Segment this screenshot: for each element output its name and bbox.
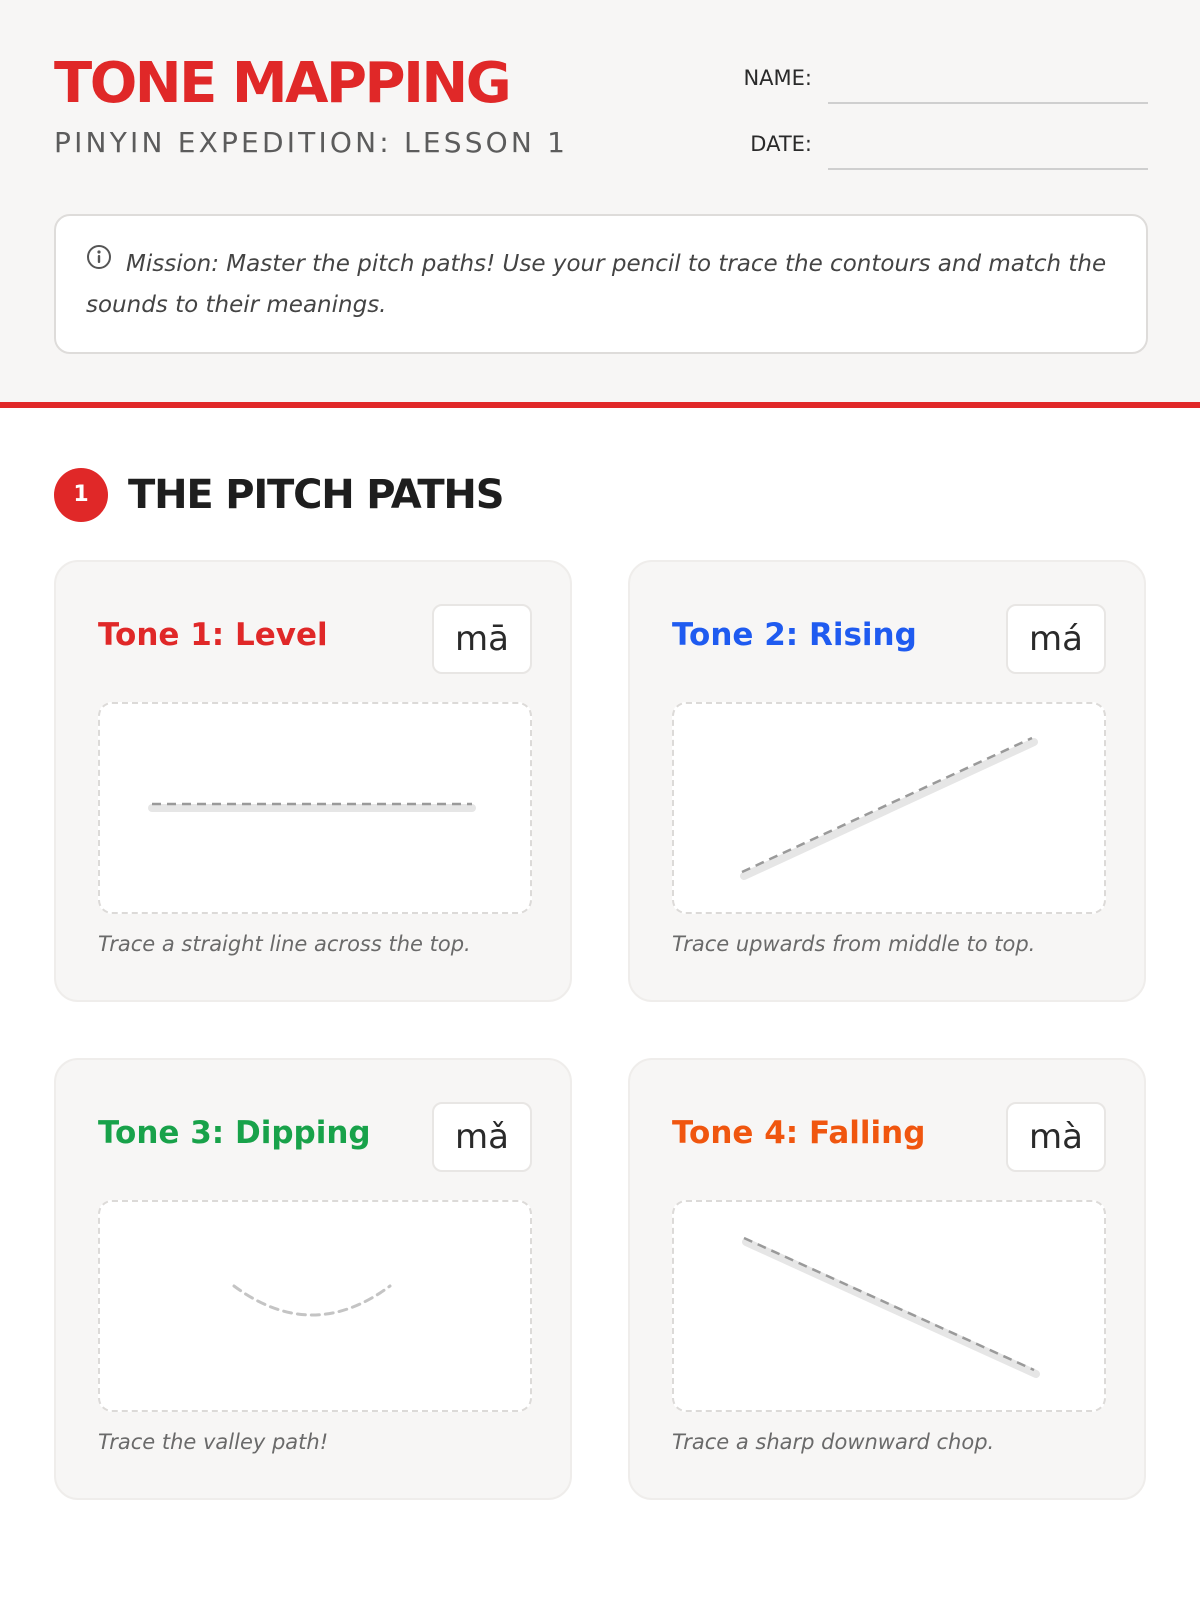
info-icon (86, 243, 112, 283)
falling-tone-path (674, 1202, 1104, 1410)
trace-area[interactable] (672, 702, 1106, 914)
date-line (828, 168, 1148, 170)
page-subtitle: PINYIN EXPEDITION: LESSON 1 (54, 126, 569, 159)
mission-text: Mission: Master the pitch paths! Use your pencil to trace the contours and match the sounds to their meanings. (86, 251, 1107, 318)
tone-title: Tone 4: Falling (672, 1115, 926, 1151)
pinyin-box: má (1006, 604, 1106, 674)
trace-hint: Trace a sharp downward chop. (672, 1430, 995, 1454)
mission-box (54, 214, 1148, 354)
tone-card-3 (54, 1058, 572, 1500)
trace-area[interactable] (98, 702, 532, 914)
tone-title: Tone 3: Dipping (98, 1115, 371, 1151)
name-label: NAME: (743, 66, 812, 90)
trace-hint: Trace the valley path! (98, 1430, 329, 1454)
tone-title: Tone 1: Level (98, 617, 328, 653)
pinyin-box: mǎ (432, 1102, 532, 1172)
level-tone-path (100, 704, 530, 912)
trace-hint: Trace a straight line across the top. (98, 932, 471, 956)
trace-hint: Trace upwards from middle to top. (672, 932, 1036, 956)
trace-area[interactable] (98, 1200, 532, 1412)
tone-title: Tone 2: Rising (672, 617, 917, 653)
page-title: TONE MAPPING (54, 51, 510, 116)
name-line (828, 102, 1148, 104)
worksheet-header (0, 0, 1200, 408)
rising-tone-path (674, 704, 1104, 912)
dipping-tone-path (100, 1202, 530, 1410)
date-label: DATE: (750, 132, 812, 156)
pinyin-box: mā (432, 604, 532, 674)
trace-area[interactable] (672, 1200, 1106, 1412)
pinyin-box: mà (1006, 1102, 1106, 1172)
tone-card-1 (54, 560, 572, 1002)
section-title: THE PITCH PATHS (128, 472, 504, 518)
section-number: 1 (54, 468, 108, 522)
tone-card-4 (628, 1058, 1146, 1500)
tone-card-2 (628, 560, 1146, 1002)
